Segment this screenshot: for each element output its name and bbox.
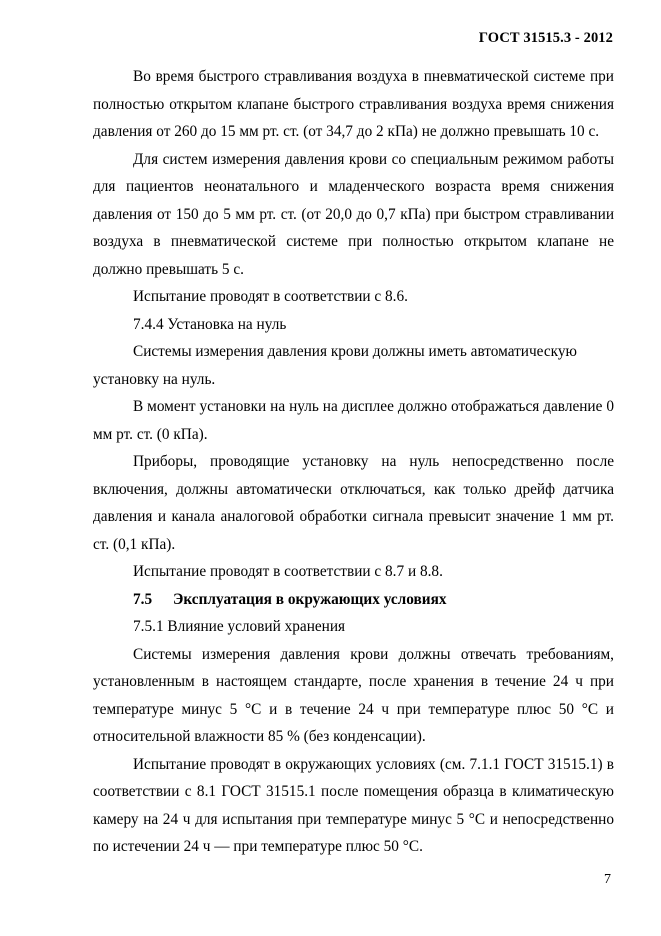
paragraph-neonatal-deflation: Для систем измерения давления крови со специальным режимом работы для пациентов неонатального и младенческого возраста время снижения давления от 150 до 5 мм рт. ст. (от 20,0 до 0,7 кПа) при быстром стравливании воздуха в пневматической системе при полностью открытом клапане не должно превышать 5 с. xyxy=(93,150,614,278)
standard-header: ГОСТ 31515.3 - 2012 xyxy=(478,30,613,46)
paragraph-auto-zero: Системы измерения давления крови должны иметь автоматическую установку на нуль. xyxy=(93,343,577,388)
paragraph-test-ref-8-6: Испытание проводят в соответствии с 8.6. xyxy=(133,288,408,305)
paragraph-storage-test: Испытание проводят в окружающих условиях (см. 7.1.1 ГОСТ 31515.1) в соответствии с 8.1 ГОСТ 31515.1 после помещения образца в климатическую камеру на 24 ч для испытания при температуре минус 5 °С и непосредственно по истечении 24 ч — при температуре плюс 50 °С. xyxy=(93,755,614,855)
page-number: 7 xyxy=(604,872,611,887)
paragraph-rapid-deflation: Во время быстрого стравливания воздуха в пневматической системе при полностью открытом клапане быстрого стравливания воздуха время снижения давления от 260 до 15 мм рт. ст. (от 34,7 до 2 кПа) не должно превышать 10 с. xyxy=(93,68,614,140)
document-body xyxy=(93,63,614,861)
section-title: Эксплуатация в окружающих условиях xyxy=(173,590,447,608)
paragraph-storage-requirements: Системы измерения давления крови должны отвечать требованиям, установленным в настоящем стандарте, после хранения в течение 24 ч при температуре минус 5 °С и в течение 24 ч при температуре плюс 50 °С и относительной влажности 85 % (без конденсации). xyxy=(93,645,614,745)
paragraph-test-ref-8-7-8-8: Испытание проводят в соответствии с 8.7 и 8.8. xyxy=(133,563,443,580)
paragraph-zero-display: В момент установки на нуль на дисплее должно отображаться давление 0 мм рт. ст. (0 кПа). xyxy=(93,398,614,443)
section-number: 7.5 xyxy=(133,590,153,608)
subsection-heading-storage: 7.5.1 Влияние условий хранения xyxy=(133,618,346,635)
section-heading-environmental xyxy=(93,586,614,614)
paragraph-zero-drift: Приборы, проводящие установку на нуль непосредственно после включения, должны автоматически отключаться, как только дрейф датчика давления и канала аналоговой обработки сигнала превысит значение 1 мм рт. ст. (0,1 кПа). xyxy=(93,453,614,553)
subsection-heading-zero-setting: 7.4.4 Установка на нуль xyxy=(133,315,287,333)
